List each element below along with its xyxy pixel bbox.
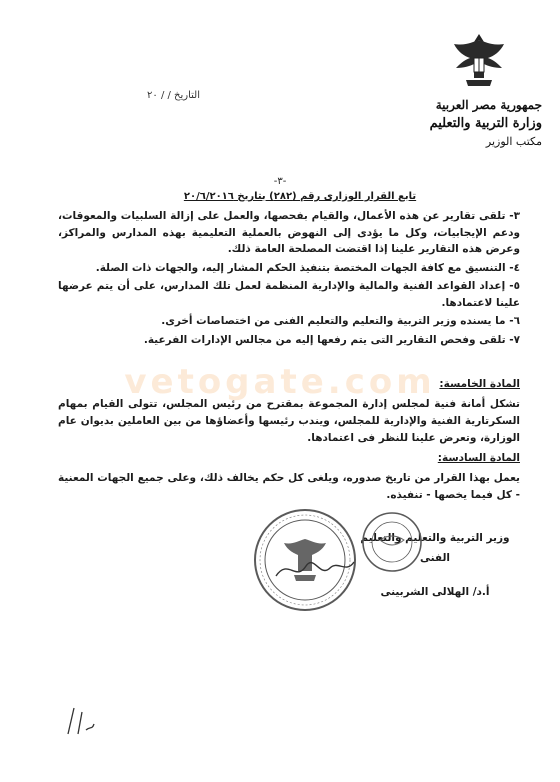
initials-mark-icon xyxy=(60,700,100,740)
eagle-emblem-icon xyxy=(448,28,510,92)
article-six-text: يعمل بهذا القرار من تاريخ صدوره، ويلغى كل حكم يخالف ذلك، وعلى جميع الجهات المعنية - كل فيما يخصها - تنفيذه. xyxy=(58,472,520,501)
republic-name: جمهورية مصر العربية xyxy=(435,98,542,112)
ministry-name: وزارة التربية والتعليم xyxy=(429,116,542,131)
list-item: ٤- التنسيق مع كافة الجهات المختصة بتنفيذ الحكم المشار إليه، والجهات ذات الصلة. xyxy=(95,261,520,274)
article-five-heading: المادة الخامسة: xyxy=(439,378,520,390)
handwritten-signature-icon xyxy=(270,548,360,588)
list-item: ٦- ما يسنده وزير التربية والتعليم والتعليم الفنى من اختصاصات أخرى. xyxy=(161,315,520,327)
decree-reference: تابع القرار الوزارى رقم (٢٨٢) بتاريخ ٢٠/٦/٢٠١٦ xyxy=(183,191,417,202)
date-line: التاريخ / / ٢٠ xyxy=(147,90,200,101)
items-list xyxy=(58,208,520,350)
article-five-text: تشكل أمانة فنية لمجلس إدارة المجموعة بمقترح من رئيس المجلس، تتولى القيام بمهام السكرتارية الفنية والإدارية للمجلس، ويندب رئيسها وأعضاؤها من بين العاملين بديوان عام الوزارة، وتعرض علينا للنظر فى اعتمادها. xyxy=(58,398,520,444)
signer-name: أ.د/ الهلالى الشربينى xyxy=(380,586,490,598)
stamp-icon xyxy=(360,510,424,574)
signer-title: وزير التربية والتعليم والتعليم الفنى xyxy=(360,532,510,564)
office-name: مكتب الوزير xyxy=(485,135,542,148)
list-item: ٧- تلقى وفحص التقارير التى يتم رفعها إليه من مجالس الإدارات الفرعية. xyxy=(143,333,520,346)
list-item: ٣- تلقى تقارير عن هذه الأعمال، والقيام بفحصها، والعمل على إزالة السلبيات والمعوقات، ودعم الإيجابيات، وكل ما يؤدى إلى النهوض بالعملية التعليمية بهذه المدارس والمراكز، وعرض هذه التقارير علينا إذا اقتضت المصلحة العامة ذلك. xyxy=(58,210,520,255)
list-item: ٥- إعداد القواعد الفنية والمالية والإدارية المنظمة لعمل تلك المدارس، على أن يتم عرضها علينا لاعتمادها. xyxy=(58,280,520,309)
watermark: vetogate.com xyxy=(124,362,436,402)
article-six-heading: المادة السادسة: xyxy=(437,452,520,464)
letterhead xyxy=(382,96,542,150)
page-number: -٣- xyxy=(273,176,287,187)
